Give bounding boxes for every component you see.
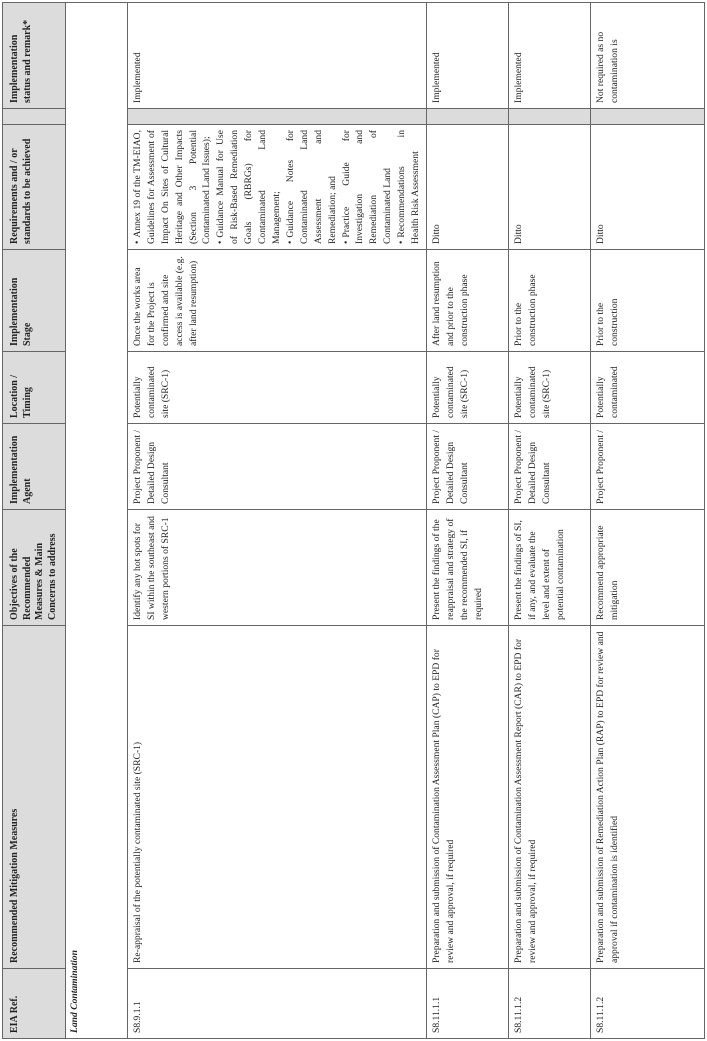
cell-agent: Project Proponent / Detailed Design Consultant xyxy=(127,424,426,510)
header-measures: Recommended Mitigation Measures xyxy=(3,626,66,969)
cell-measure: Re-appraisal of the potentially contaminated site (SRC-1) xyxy=(127,626,426,969)
section-row xyxy=(66,3,128,1039)
cell-ref: S8.11.1.1 xyxy=(426,969,508,1039)
cell-status: Implemented xyxy=(508,3,590,109)
cell-spacer xyxy=(426,109,508,125)
header-eia-ref: EIA Ref. xyxy=(3,969,66,1039)
cell-objective: Present the findings of SI, if any, and evaluate the level and extent of potential contamination xyxy=(508,510,590,626)
section-title: Land Contamination xyxy=(66,3,128,1039)
cell-objective: Recommend appropriate mitigation xyxy=(590,510,704,626)
requirements-list xyxy=(131,130,423,244)
header-stage: Implementation Stage xyxy=(3,250,66,352)
list-item: • Practice Guide for Investigation and Remediation of Contaminated Land xyxy=(340,130,396,244)
cell-spacer xyxy=(590,109,704,125)
header-spacer xyxy=(3,109,66,125)
cell-requirements xyxy=(127,125,426,250)
cell-measure: Preparation and submission of Remediation Action Plan (RAP) to EPD for review and approval if contamination is identified xyxy=(590,626,704,969)
header-agent: Implementation Agent xyxy=(3,424,66,510)
cell-requirements: Ditto xyxy=(508,125,590,250)
cell-stage: Prior to the construction xyxy=(590,250,704,352)
header-row xyxy=(3,3,66,1039)
cell-agent: Project Proponent / Detailed Design Consultant xyxy=(426,424,508,510)
cell-stage: Prior to the construction phase xyxy=(508,250,590,352)
cell-ref: S8.11.1.2 xyxy=(590,969,704,1039)
cell-stage: Once the works area for the Project is confirmed and site access is available (e.g. after land resumption) xyxy=(127,250,426,352)
list-item: • Guidance Manual for Use of Risk-Based Remediation Goals (RBRGs) for Contaminated Land Management; xyxy=(214,130,284,244)
cell-location: Potentially contaminated site (SRC-1) xyxy=(426,352,508,424)
table-row xyxy=(426,3,508,1039)
cell-stage: After land resumption and prior to the construction phase xyxy=(426,250,508,352)
list-item: • Annex 19 of the TM-EIAO, Guidelines for Assessment of Impact On Sites of Cultural Heritage and Other Impacts (Section 3 Potential Contaminated Land Issues); xyxy=(131,130,214,244)
cell-ref: S8.11.1.2 xyxy=(508,969,590,1039)
cell-spacer xyxy=(508,109,590,125)
table-row xyxy=(127,3,426,1039)
cell-location: Potentially contaminated site (SRC-1) xyxy=(508,352,590,424)
cell-measure: Preparation and submission of Contamination Assessment Report (CAR) to EPD for review and approval, if required xyxy=(508,626,590,969)
cell-objective: Identify any hot spots for SI within the southeast and western portions of SRC-1 xyxy=(127,510,426,626)
cell-requirements: Ditto xyxy=(590,125,704,250)
header-location: Location / Timing xyxy=(3,352,66,424)
cell-status: Implemented xyxy=(426,3,508,109)
cell-agent: Project Proponent / Detailed Design Consultant xyxy=(508,424,590,510)
cell-location: Potentially contaminated xyxy=(590,352,704,424)
cell-requirements: Ditto xyxy=(426,125,508,250)
table-row xyxy=(508,3,590,1039)
cell-status: Not required as no contamination is xyxy=(590,3,704,109)
header-objectives: Objectives of the Recommended Measures & Main Concerns to address xyxy=(3,510,66,626)
header-status: Implementation status and remark* xyxy=(3,3,66,109)
cell-measure: Preparation and submission of Contamination Assessment Plan (CAP) to EPD for review and approval, if required xyxy=(426,626,508,969)
mitigation-measures-table xyxy=(2,2,705,1039)
cell-objective: Present the findings of the reappraisal and strategy of the recommended SI, if required xyxy=(426,510,508,626)
table-row xyxy=(590,3,704,1039)
cell-agent: Project Proponent / xyxy=(590,424,704,510)
cell-location: Potentially contaminated site (SRC-1) xyxy=(127,352,426,424)
cell-ref: S8.9.1.1 xyxy=(127,969,426,1039)
list-item: • Guidance Notes for Contaminated Land Assessment and Remediation; and xyxy=(284,130,340,244)
list-item: • Recommendations in Health Risk Assessment xyxy=(395,130,423,244)
cell-spacer xyxy=(127,109,426,125)
cell-status: Implemented xyxy=(127,3,426,109)
header-requirements: Requirements and / or standards to be achieved xyxy=(3,125,66,250)
